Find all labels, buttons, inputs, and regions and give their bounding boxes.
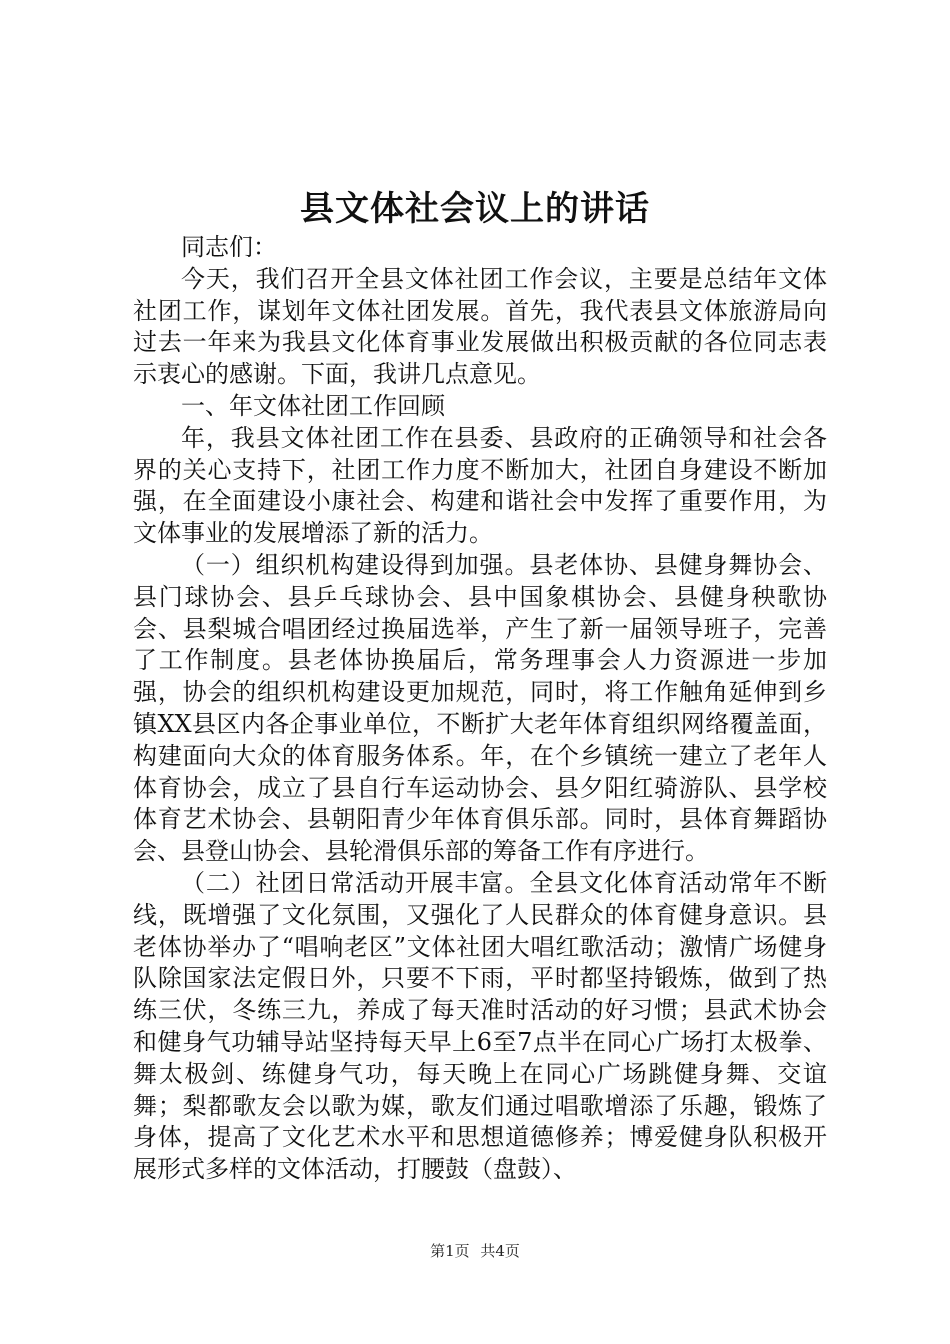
section-heading: 一、年文体社团工作回顾 [181, 391, 445, 420]
page-footer [0, 1240, 950, 1262]
paragraph-organization: （一）组织机构建设得到加强。县老体协、县健身舞协会、县门球协会、县乒乓球协会、县中国象棋协会、县健身秧歌协会、县梨城合唱团经过换届选举，产生了新一届领导班子，完善了工作制度。县老体协换届后，常务理事会人力资源进一步加强，协会的组织机构建设更加规范，同时，将工作触角延伸到乡镇XX县区内各企事业单位，不断扩大老年体育组织网络覆盖面，构建面向大众的体育服务体系。年，在个乡镇统一建立了老年人体育协会，成立了县自行车运动协会、县夕阳红骑游队、县学校体育艺术协会、县朝阳青少年体育俱乐部。同时，县体育舞蹈协会、县登山协会、县轮滑俱乐部的筹备工作有序进行。 [133, 550, 827, 866]
document-body [133, 232, 827, 1186]
page-number-total: 共4页 [480, 1242, 520, 1260]
paragraph-salutation: 同志们： [181, 233, 277, 261]
document-title: 县文体社会议上的讲话 [300, 189, 650, 229]
paragraph-review: 年，我县文体社团工作在县委、县政府的正确领导和社会各界的关心支持下，社团工作力度不断加大，社团自身建设不断加强，在全面建设小康社会、构建和谐社会中发挥了重要作用，为文体事业的发展增添了新的活力。 [133, 423, 827, 548]
paragraph-activities: （二）社团日常活动开展丰富。全县文化体育活动常年不断线，既增强了文化氛围，又强化了人民群众的体育健身意识。县老体协举办了“唱响老区”文体社团大唱红歌活动；激情广场健身队除国家法定假日外，只要不下雨，平时都坚持锻炼，做到了热练三伏，冬练三九，养成了每天准时活动的好习惯；县武术协会和健身气功辅导站坚持每天早上6至7点半在同心广场打太极拳、舞太极剑、练健身气功，每天晚上在同心广场跳健身舞、交谊舞；梨都歌友会以歌为媒，歌友们通过唱歌增添了乐趣，锻炼了身体，提高了文化艺术水平和思想道德修养；博爱健身队积极开展形式多样的文体活动，打腰鼓（盘鼓）、 [133, 868, 827, 1184]
paragraph-intro: 今天，我们召开全县文体社团工作会议，主要是总结年文体社团工作，谋划年文体社团发展。首先，我代表县文体旅游局向过去一年来为我县文化体育事业发展做出积极贡献的各位同志表示衷心的感谢。下面，我讲几点意见。 [133, 264, 827, 389]
page-number-current: 第1页 [430, 1242, 470, 1260]
